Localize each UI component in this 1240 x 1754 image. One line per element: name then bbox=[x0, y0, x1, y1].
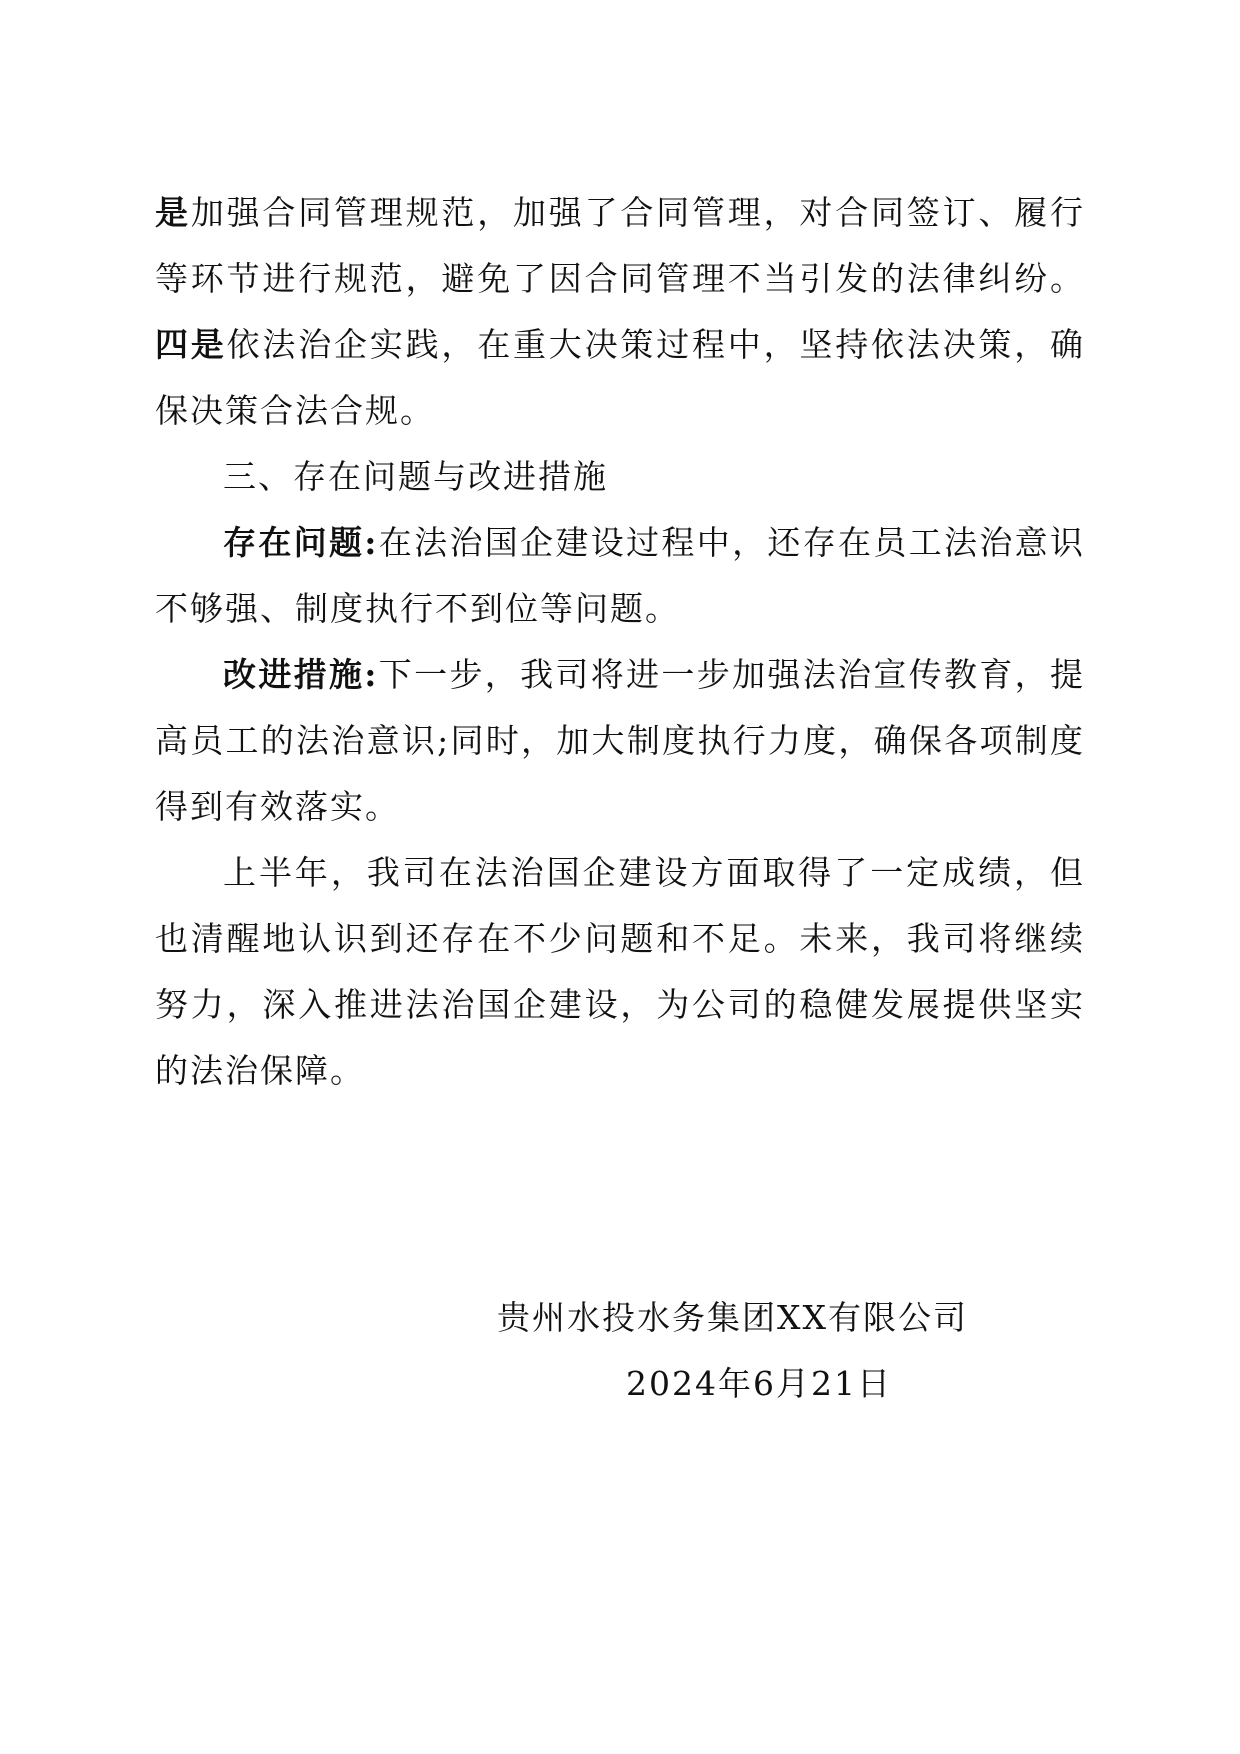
contract-management-text: 加强合同管理规范，加强了合同管理，对合同签订、履行等环节进行规范，避免了因合同管理不当引发的法律纠纷。 bbox=[155, 193, 1086, 298]
rule-of-law-practice-text: 依法治企实践，在重大决策过程中，坚持依法决策，确保决策合法合规。 bbox=[155, 325, 1086, 430]
improvement-measures-label: 改进措施: bbox=[223, 655, 379, 694]
improvement-measures-text: 下一步，我司将进一步加强法治宣传教育，提高员工的法治意识;同时，加大制度执行力度，确保各项制度得到有效落实。 bbox=[155, 655, 1085, 826]
signature-date: 2024年6月21日 bbox=[626, 1364, 892, 1403]
bold-lead-sishi: 四是 bbox=[155, 325, 227, 364]
paragraph-conclusion: 上半年，我司在法治国企建设方面取得了一定成绩，但也清醒地认识到还存在不少问题和不足。未来，我司将继续努力，深入推进法治国企建设，为公司的稳健发展提供坚实的法治保障。 bbox=[155, 853, 1085, 1090]
bold-lead-shi: 是 bbox=[155, 193, 191, 232]
paragraph-improvement-measures bbox=[155, 642, 1085, 840]
document-body bbox=[155, 180, 1085, 1104]
existing-problems-text: 在法治国企建设过程中，还存在员工法治意识不够强、制度执行不到位等问题。 bbox=[155, 523, 1085, 628]
signature-company: 贵州水投水务集团XX有限公司 bbox=[497, 1298, 968, 1337]
paragraph-existing-problems bbox=[155, 510, 1085, 642]
section-heading-problems-measures: 三、存在问题与改进措施 bbox=[223, 457, 608, 496]
paragraph-contract-management bbox=[155, 180, 1085, 444]
existing-problems-label: 存在问题: bbox=[223, 523, 379, 562]
